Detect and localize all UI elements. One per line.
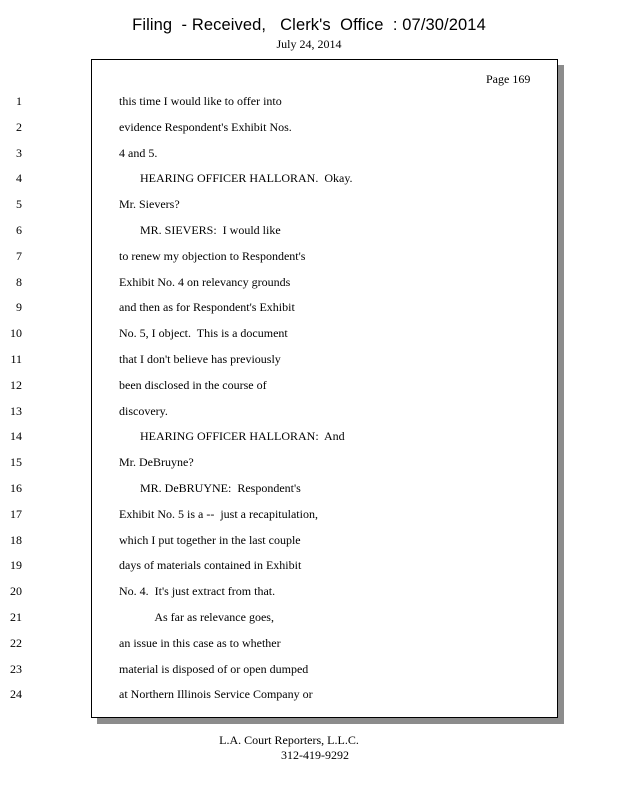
line-text: 4 and 5.: [119, 145, 158, 160]
line-text: material is disposed of or open dumped: [119, 661, 309, 676]
line-text: evidence Respondent's Exhibit Nos.: [119, 119, 292, 134]
transcript-line: [0, 249, 560, 265]
reporter-phone-text: 312-419-9292: [281, 748, 349, 762]
line-number: 6: [16, 223, 22, 237]
line-text: MR. SIEVERS: I would like: [119, 223, 281, 237]
line-text: Mr. DeBruyne?: [119, 455, 194, 470]
line-number: 15: [10, 455, 22, 470]
transcript-line: [0, 636, 560, 652]
transcript-line: [0, 662, 560, 678]
page-number: Page 169: [486, 72, 531, 86]
line-text: As far as relevance goes,: [119, 610, 274, 624]
line-number: 7: [16, 248, 22, 263]
line-text: been disclosed in the course of: [119, 377, 267, 392]
line-number: 21: [10, 610, 22, 624]
line-text: MR. DeBRUYNE: Respondent's: [119, 481, 301, 495]
transcript-line: [0, 197, 560, 213]
line-number: 13: [10, 403, 22, 418]
transcript-line: [0, 610, 560, 626]
transcript-line: [0, 584, 560, 600]
line-number: 14: [10, 429, 22, 444]
transcript-line: [0, 326, 560, 342]
line-text: discovery.: [119, 403, 168, 418]
transcript-line: [0, 94, 560, 110]
reporter-company-text: L.A. Court Reporters, L.L.C.: [219, 733, 359, 747]
transcript-line: [0, 300, 560, 316]
line-text: that I don't believe has previously: [119, 352, 281, 366]
line-number: 1: [16, 94, 22, 108]
line-text: days of materials contained in Exhibit: [119, 558, 302, 573]
transcript-line: [0, 120, 560, 136]
line-text: Exhibit No. 4 on relevancy grounds: [119, 274, 291, 289]
line-number: 8: [16, 274, 22, 289]
line-text: Exhibit No. 5 is a -- just a recapitulation,: [119, 506, 318, 521]
transcript-line: [0, 687, 560, 703]
transcript-line: [0, 533, 560, 549]
line-number: 24: [10, 687, 22, 702]
reporter-phone: [0, 748, 618, 763]
transcript-line: [0, 404, 560, 420]
line-text: HEARING OFFICER HALLORAN. Okay.: [119, 171, 353, 186]
transcript-line: [0, 352, 560, 368]
transcript-line: [0, 455, 560, 471]
line-text: which I put together in the last couple: [119, 532, 301, 547]
line-number: 22: [10, 635, 22, 650]
line-number: 5: [16, 197, 22, 212]
line-number: 2: [16, 119, 22, 134]
line-number: 12: [10, 377, 22, 392]
reporter-company: [0, 733, 618, 748]
line-text: Mr. Sievers?: [119, 197, 180, 212]
line-text: to renew my objection to Respondent's: [119, 248, 306, 263]
line-text: No. 4. It's just extract from that.: [119, 584, 276, 599]
filing-stamp: Filing - Received, Clerk's Office : 07/30/2014: [132, 16, 486, 34]
line-text: HEARING OFFICER HALLORAN: And: [119, 429, 345, 444]
line-number: 17: [10, 506, 22, 521]
line-number: 11: [10, 352, 22, 366]
line-number: 20: [10, 584, 22, 599]
transcript-line: [0, 429, 560, 445]
line-number: 16: [10, 481, 22, 495]
line-text: an issue in this case as to whether: [119, 635, 281, 650]
transcript-line: [0, 481, 560, 497]
transcript-line: [0, 378, 560, 394]
transcript-line: [0, 223, 560, 239]
line-number: 10: [10, 326, 22, 341]
transcript-line: [0, 507, 560, 523]
line-number: 19: [10, 558, 22, 573]
line-number: 3: [16, 145, 22, 160]
line-text: this time I would like to offer into: [119, 94, 282, 108]
line-number: 9: [16, 300, 22, 315]
transcript-line: [0, 275, 560, 291]
line-number: 18: [10, 532, 22, 547]
transcript-line: [0, 171, 560, 187]
line-text: No. 5, I object. This is a document: [119, 326, 288, 341]
line-text: at Northern Illinois Service Company or: [119, 687, 313, 702]
transcript-date: July 24, 2014: [276, 37, 342, 51]
transcript-line: [0, 146, 560, 162]
line-number: 4: [16, 171, 22, 186]
line-number: 23: [10, 661, 22, 676]
line-text: and then as for Respondent's Exhibit: [119, 300, 295, 315]
transcript-line: [0, 558, 560, 574]
